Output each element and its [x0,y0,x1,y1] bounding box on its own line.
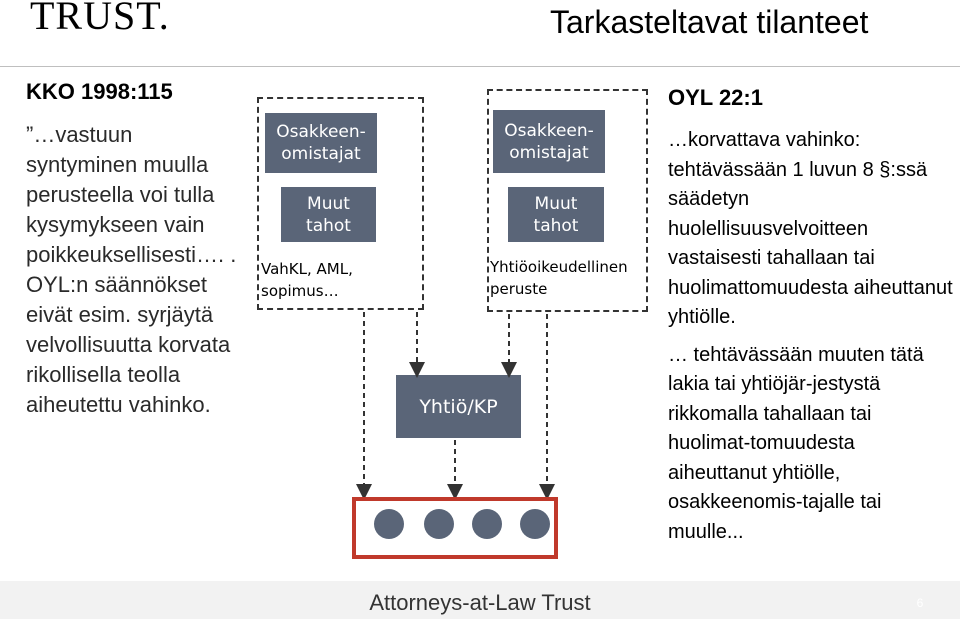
trust-logo: TRUST. [30,0,170,38]
outcome-circle [472,509,502,539]
right-shareholders-box [493,110,605,173]
right-legal-basis-label: Yhtiöoikeudellinen peruste [490,258,628,298]
right-other-parties-label: Muut tahot [533,193,579,236]
left-legal-basis-label: VahKL, AML, sopimus… [261,260,353,300]
company-box [396,375,521,438]
left-shareholders-label: Osakkeen- omistajat [276,122,366,164]
left-shareholders-box [265,113,377,173]
page-number [900,596,940,610]
left-quote-text: ”…vastuun syntyminen muulla perusteella voi tulla kysymykseen vain poikkeuksellisesti…. . OYL:n säännökset eivät esim. syrjäytä velvollisuutta korvata rikollisella teolla aiheutettu vahinko. [26,122,237,417]
right-law-text [668,126,953,547]
page-number-label: 6 [916,596,924,610]
left-other-parties-box [281,187,376,242]
company-label: Yhtiö/KP [419,395,498,418]
right-other-parties-box [508,187,604,242]
left-heading: KKO 1998:115 [26,79,173,104]
header-divider [0,66,960,67]
right-shareholders-label: Osakkeen- omistajat [504,120,594,163]
right-law-paragraph-2: … tehtävässään muuten tätä lakia tai yhtiöjär-jestystä rikkomalla tahallaan tai huolimat-tomuudesta aiheuttanut yhtiölle, osakkeenomis-tajalle tai muulle... [668,343,924,543]
left-other-parties-label: Muut tahot [306,193,351,236]
outcome-circle [424,509,454,539]
right-law-paragraph-1: …korvattava vahinko: tehtävässään 1 luvun 8 §:ssä säädetyn huolellisuusvelvoitteen vastaisesti tahallaan tai huolimattomuudesta aiheuttanut yhtiölle. [668,129,953,328]
outcome-circle [520,509,550,539]
slide-title: Tarkasteltavat tilanteet [550,4,869,40]
outcome-circle [374,509,404,539]
footer-text: Attorneys-at-Law Trust [369,590,591,615]
right-heading: OYL 22:1 [668,85,763,110]
